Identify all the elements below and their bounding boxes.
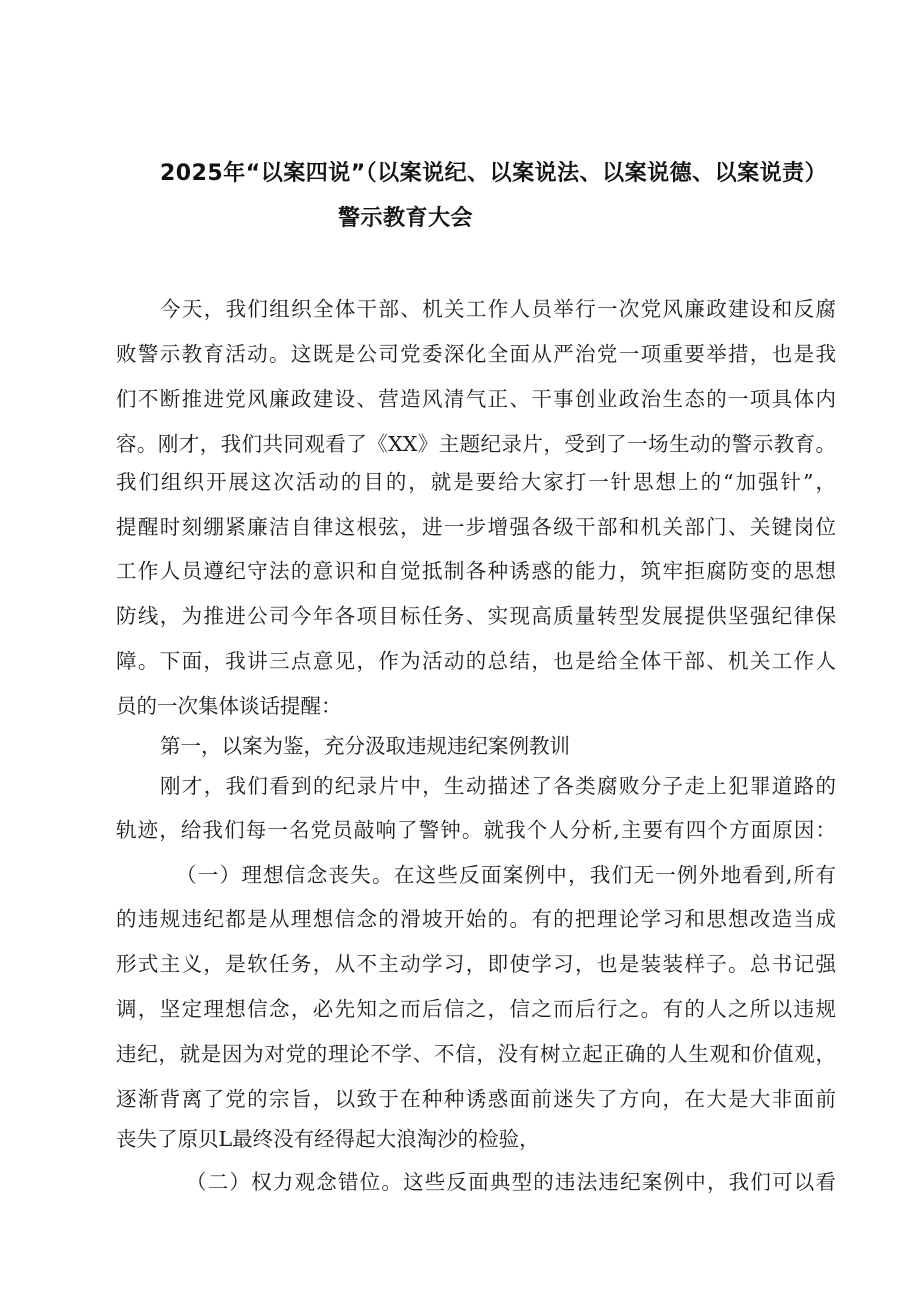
- paragraph-line: 丧失了原贝L最终没有经得起大浪淘沙的检验，: [116, 1127, 540, 1151]
- paragraph-line: 员的一次集体谈话提醒：: [116, 694, 342, 718]
- paragraph-line: 轨迹，给我们每一名党员敲响了警钟。就我个人分析,主要有四个方面原因：: [116, 818, 836, 842]
- paragraph-line: 容。刚才，我们共同观看了《XX》主题纪录片，受到了一场生动的警示教育。: [116, 432, 836, 456]
- paragraph-line: 提醒时刻绷紧廉洁自律这根弦，进一步增强各级干部和机关部门、关键岗位: [116, 515, 836, 539]
- paragraph-line: 今天，我们组织全体干部、机关工作人员举行一次党风廉政建设和反腐: [160, 297, 836, 321]
- paragraph-line: 刚才，我们看到的纪录片中，生动描述了各类腐败分子走上犯罪道路的: [160, 774, 836, 798]
- paragraph-line: 调，坚定理想信念，必先知之而后信之，信之而后行之。有的人之所以违规: [116, 997, 836, 1021]
- document-title-line-1: 2025年“以案四说”（以案说纪、以案说法、以案说德、以案说责）: [160, 161, 828, 186]
- paragraph-line: 们不断推进党风廉政建设、营造风清气正、干事创业政治生态的一项具体内: [116, 387, 836, 411]
- section-heading: 第一，以案为鉴，充分汲取违规违纪案例教训: [160, 734, 570, 758]
- paragraph-line: 的违规违纪都是从理想信念的滑坡开始的。有的把理论学习和思想改造当成: [116, 907, 836, 931]
- paragraph-line: 违纪，就是因为对党的理论不学、不信，没有树立起正确的人生观和价值观，: [116, 1042, 836, 1066]
- paragraph-line: 防线，为推进公司今年各项目标任务、实现高质量转型发展提供坚强纪律保: [116, 604, 836, 628]
- paragraph-line: （一）理想信念丧失。在这些反面案例中，我们无一例外地看到,所有: [176, 863, 836, 887]
- document-title-line-2: 警示教育大会: [338, 206, 474, 231]
- paragraph-line: 形式主义，是软任务，从不主动学习，即使学习，也是装装样子。总书记强: [116, 952, 836, 976]
- paragraph-line: （二）权力观念错位。这些反面典型的违法违纪案例中，我们可以看: [186, 1170, 836, 1194]
- paragraph-line: 败警示教育活动。这既是公司党委深化全面从严治党一项重要举措，也是我: [116, 342, 836, 366]
- paragraph-line: 工作人员遵纪守法的意识和自觉抵制各种诱惑的能力，筑牢拒腐防变的思想: [116, 559, 836, 583]
- paragraph-line: 我们组织开展这次活动的目的，就是要给大家打一针思想上的“加强针”，: [116, 470, 836, 494]
- paragraph-line: 障。下面，我讲三点意见，作为活动的总结，也是给全体干部、机关工作人: [116, 649, 836, 673]
- paragraph-line: 逐渐背离了党的宗旨，以致于在种种诱惑面前迷失了方向，在大是大非面前: [116, 1087, 836, 1111]
